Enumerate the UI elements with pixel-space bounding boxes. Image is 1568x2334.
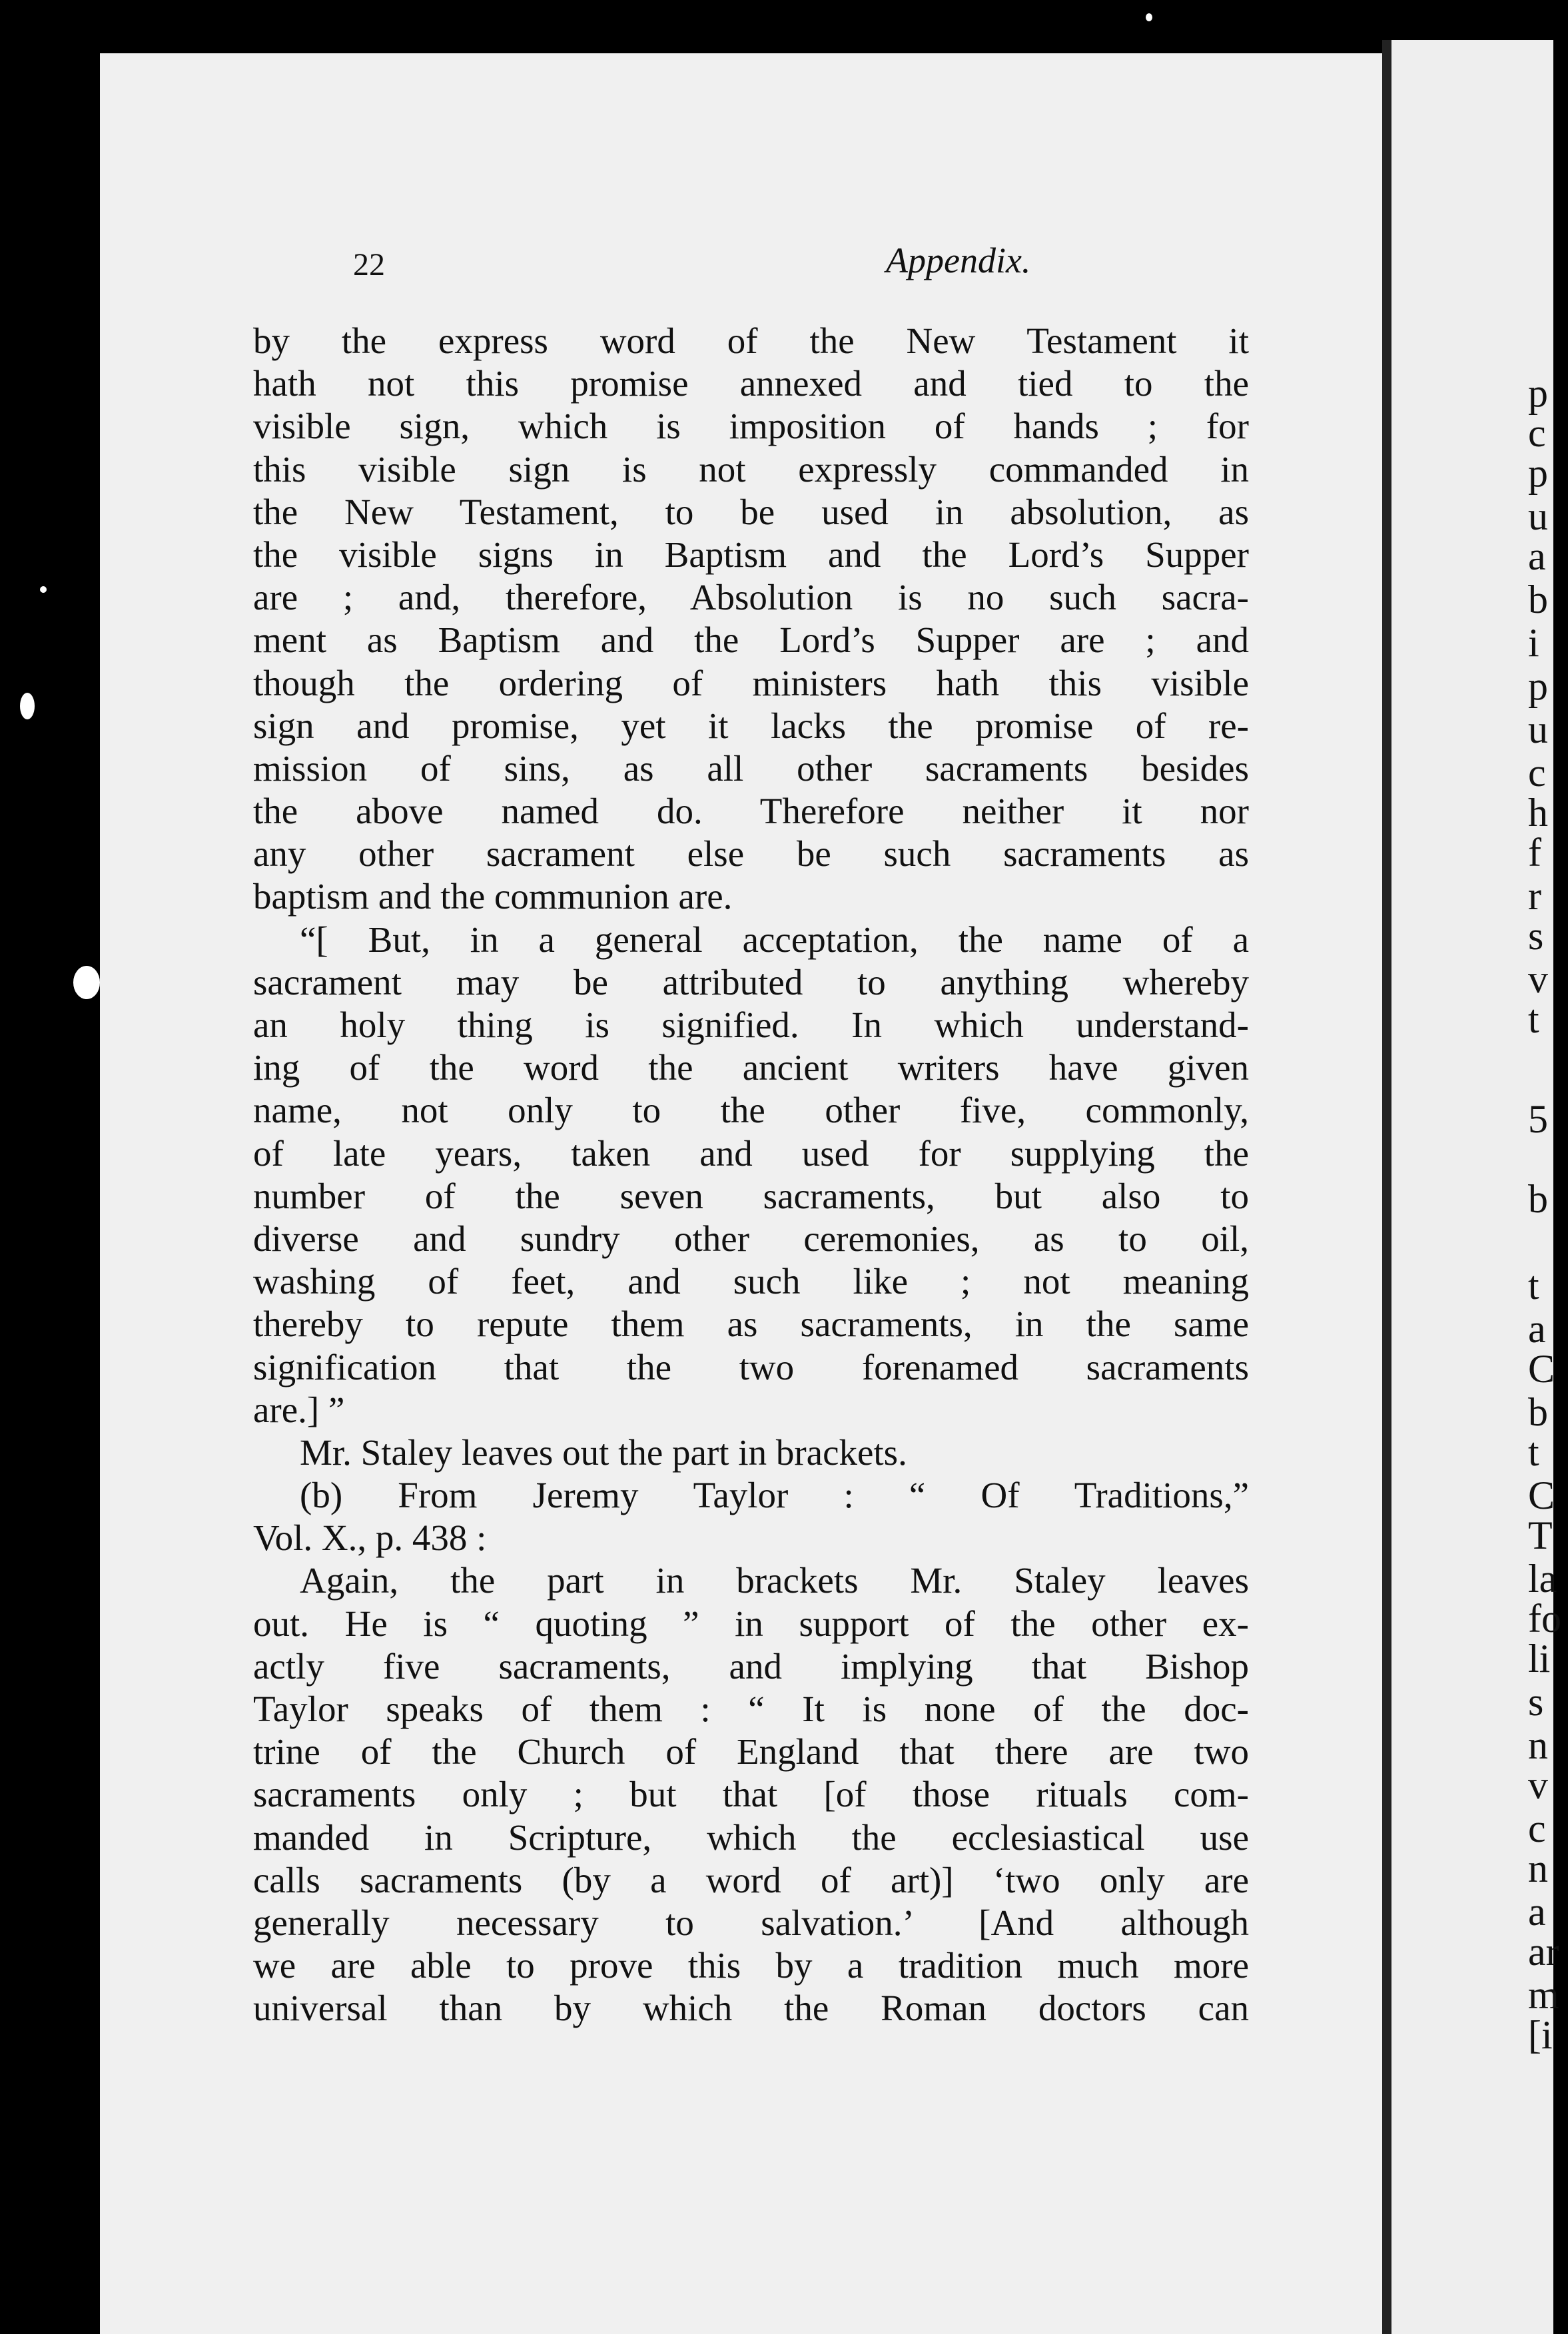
adjacent-page-fragment: a bbox=[1528, 1307, 1546, 1351]
text-line: ment as Baptism and the Lord’s Supper are ; and bbox=[253, 619, 1249, 661]
text-line: hath not this promise annexed and tied to the bbox=[253, 363, 1249, 404]
page-gutter bbox=[1382, 40, 1391, 2334]
adjacent-page-fragment: u bbox=[1528, 707, 1548, 751]
text-line: out. He is “ quoting ” in support of the other ex- bbox=[253, 1603, 1249, 1644]
adjacent-page-fragment: fo bbox=[1528, 1597, 1561, 1641]
adjacent-page-fragment: T bbox=[1528, 1513, 1553, 1557]
text-line: an holy thing is signified. In which understand- bbox=[253, 1004, 1249, 1045]
text-line: thereby to repute them as sacraments, in the same bbox=[253, 1304, 1249, 1345]
text-line: number of the seven sacraments, but also to bbox=[253, 1175, 1249, 1216]
adjacent-page-fragment: a bbox=[1528, 534, 1546, 578]
adjacent-page-fragment: f bbox=[1528, 831, 1541, 875]
scan-speck bbox=[40, 586, 47, 593]
adjacent-page-fragment: s bbox=[1528, 1680, 1544, 1724]
adjacent-page-fragment: a bbox=[1528, 1890, 1546, 1934]
adjacent-page-fragment: ar bbox=[1528, 1930, 1559, 1974]
text-line: are.] ” bbox=[253, 1389, 345, 1430]
adjacent-page-fragment: C bbox=[1528, 1347, 1555, 1391]
text-line: diverse and sundry other ceremonies, as to oil, bbox=[253, 1218, 1249, 1259]
adjacent-page-fragment: [i bbox=[1528, 2013, 1553, 2057]
adjacent-page-fragment: b bbox=[1528, 1177, 1548, 1221]
text-line: washing of feet, and such like ; not meaning bbox=[253, 1261, 1249, 1302]
adjacent-page-fragment: s bbox=[1528, 914, 1544, 958]
adjacent-page-fragment: c bbox=[1528, 411, 1546, 455]
text-line: Again, the part in brackets Mr. Staley leaves bbox=[300, 1560, 1249, 1601]
scan-speck bbox=[73, 966, 100, 999]
text-line: the visible signs in Baptism and the Lord’s Supper bbox=[253, 534, 1249, 575]
text-line: signification that the two forenamed sacraments bbox=[253, 1346, 1249, 1387]
adjacent-page-fragment: p bbox=[1528, 664, 1548, 708]
text-line: sign and promise, yet it lacks the promise of re- bbox=[253, 705, 1249, 746]
adjacent-page-fragment: h bbox=[1528, 791, 1548, 835]
adjacent-page-fragment: p bbox=[1528, 451, 1548, 495]
running-head: Appendix. bbox=[886, 240, 1031, 280]
text-line: of late years, taken and used for supplying the bbox=[253, 1132, 1249, 1174]
text-line: mission of sins, as all other sacraments besides bbox=[253, 747, 1249, 789]
adjacent-page-fragment: t bbox=[1528, 1264, 1539, 1308]
text-line: trine of the Church of England that there are two bbox=[253, 1731, 1249, 1772]
page-header bbox=[253, 226, 1252, 286]
adjacent-page-fragment: 5 bbox=[1528, 1097, 1548, 1141]
adjacent-page-fragment: u bbox=[1528, 494, 1548, 538]
text-line: the New Testament, to be used in absolution, as bbox=[253, 491, 1249, 532]
adjacent-page-fragment: t bbox=[1528, 1430, 1539, 1474]
adjacent-page-edge bbox=[1391, 40, 1561, 2334]
text-line: Vol. X., p. 438 : bbox=[253, 1517, 487, 1559]
adjacent-page-fragment: b bbox=[1528, 1390, 1548, 1434]
adjacent-page-fragment: m bbox=[1528, 1973, 1559, 2017]
adjacent-page-fragment: n bbox=[1528, 1723, 1548, 1767]
adjacent-page-fragment: p bbox=[1528, 371, 1548, 415]
adjacent-page-fragment: b bbox=[1528, 578, 1548, 621]
adjacent-page-fragment: v bbox=[1528, 957, 1548, 1001]
text-line: actly five sacraments, and implying that Bishop bbox=[253, 1645, 1249, 1687]
page-number: 22 bbox=[353, 247, 385, 282]
text-line: ing of the word the ancient writers have given bbox=[253, 1047, 1249, 1088]
text-line: (b) From Jeremy Taylor : “ Of Traditions,” bbox=[300, 1475, 1249, 1516]
adjacent-page-fragment: c bbox=[1528, 751, 1546, 795]
text-line: we are able to prove this by a tradition much more bbox=[253, 1945, 1249, 1986]
text-line: sacraments only ; but that [of those rituals com- bbox=[253, 1774, 1249, 1815]
text-line: visible sign, which is imposition of hands ; for bbox=[253, 406, 1249, 447]
adjacent-page-fragment: C bbox=[1528, 1473, 1555, 1517]
text-line: sacrament may be attributed to anything whereby bbox=[253, 961, 1249, 1002]
scan-speck bbox=[1146, 13, 1152, 21]
text-line: calls sacraments (by a word of art)] ‘two only are bbox=[253, 1859, 1249, 1900]
text-line: by the express word of the New Testament it bbox=[253, 320, 1249, 361]
text-line: Mr. Staley leaves out the part in brackets. bbox=[300, 1431, 907, 1473]
adjacent-page-fragment: i bbox=[1528, 621, 1539, 665]
adjacent-page-fragment: r bbox=[1528, 874, 1541, 918]
text-line: name, not only to the other five, commonly, bbox=[253, 1090, 1249, 1131]
text-line: manded in Scripture, which the ecclesiastical use bbox=[253, 1816, 1249, 1858]
text-line: are ; and, therefore, Absolution is no such sacra- bbox=[253, 577, 1249, 618]
adjacent-page-fragment: t bbox=[1528, 997, 1539, 1041]
adjacent-page-fragment: li bbox=[1528, 1637, 1551, 1681]
text-line: the above named do. Therefore neither it nor bbox=[253, 791, 1249, 832]
text-line: though the ordering of ministers hath this visible bbox=[253, 662, 1249, 703]
page-body bbox=[253, 320, 1249, 2030]
text-line: this visible sign is not expressly commanded in bbox=[253, 448, 1249, 490]
text-line: baptism and the communion are. bbox=[253, 876, 733, 917]
text-line: universal than by which the Roman doctors can bbox=[253, 1988, 1249, 2029]
adjacent-page-fragment: v bbox=[1528, 1763, 1548, 1807]
scan-speck bbox=[20, 693, 35, 719]
adjacent-page-fragment: c bbox=[1528, 1806, 1546, 1850]
adjacent-page-fragment: n bbox=[1528, 1846, 1548, 1890]
text-line: any other sacrament else be such sacraments as bbox=[253, 833, 1249, 875]
text-line: “[ But, in a general acceptation, the name of a bbox=[300, 919, 1249, 960]
adjacent-page-fragment: la bbox=[1528, 1557, 1557, 1601]
text-line: Taylor speaks of them : “ It is none of the doc- bbox=[253, 1689, 1249, 1729]
text-line: generally necessary to salvation.’ [And although bbox=[253, 1902, 1249, 1943]
